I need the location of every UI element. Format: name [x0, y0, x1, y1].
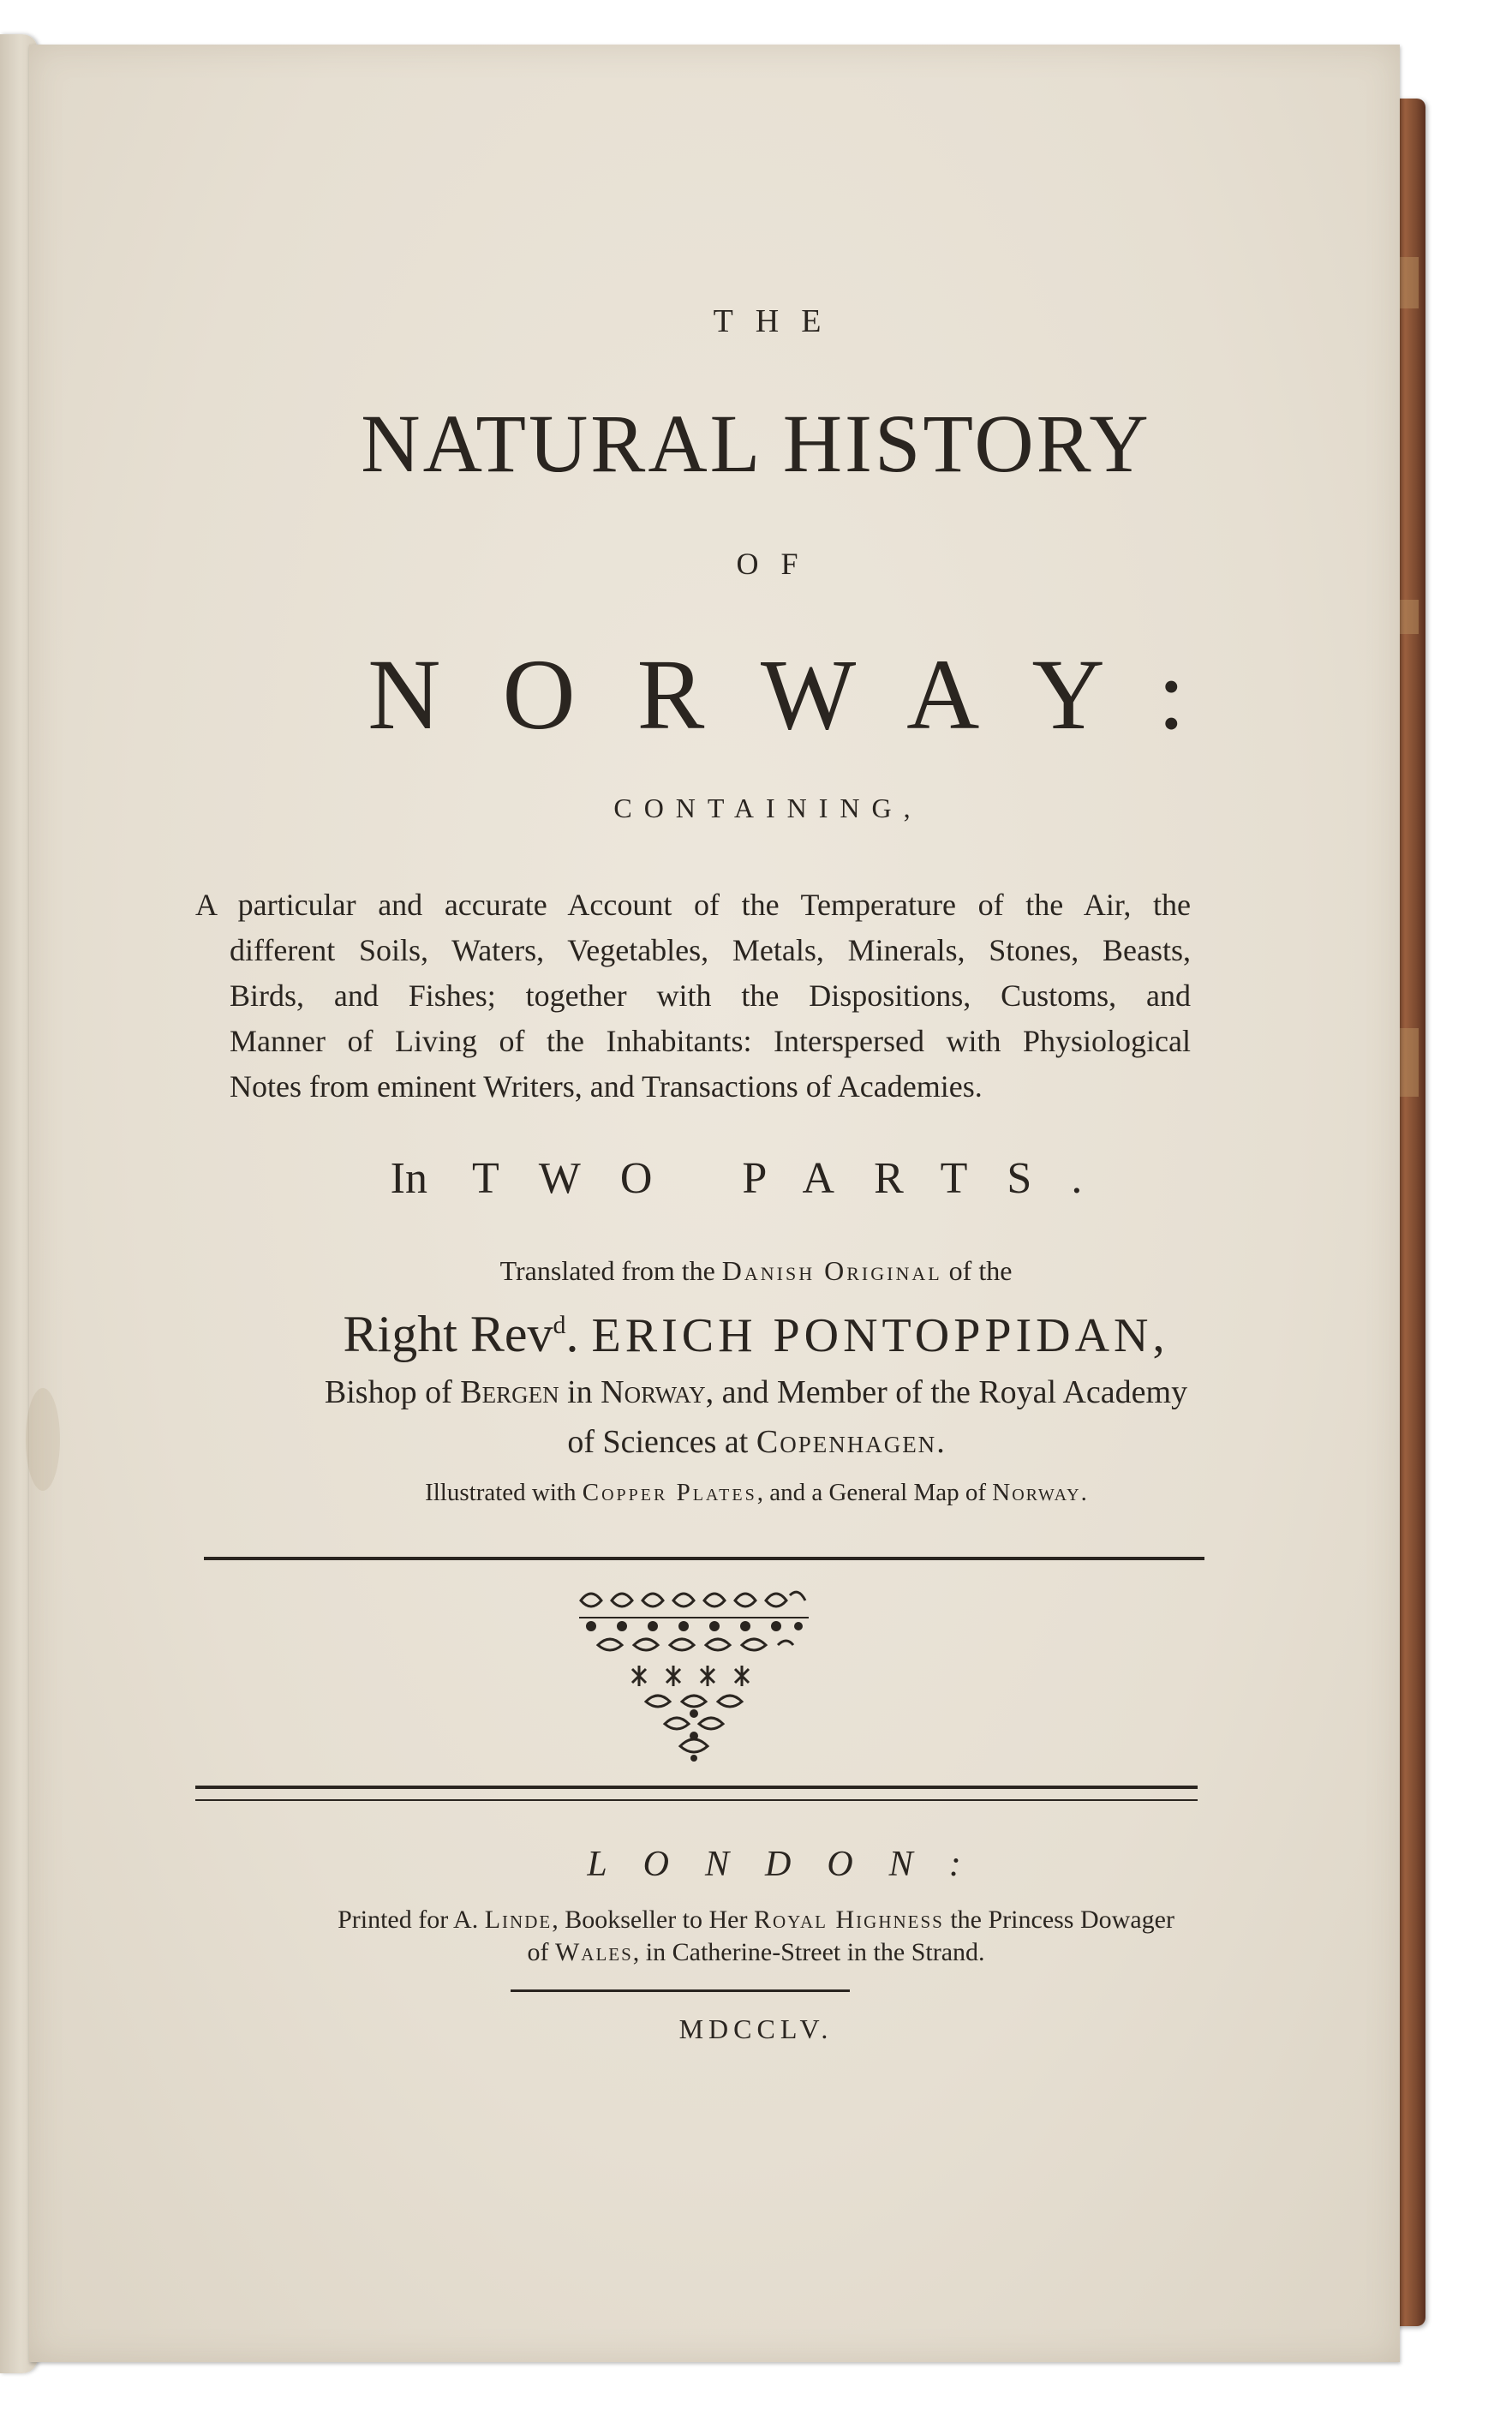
title-of: OF — [736, 547, 821, 581]
rule-imprint — [511, 1989, 850, 1992]
imprint-line2-suffix: , in Catherine-Street in the Strand. — [632, 1938, 985, 1966]
binding-mark — [1400, 600, 1419, 634]
description-line: different Soils, Waters, Vegetables, Metals, Minerals, Stones, Beasts, — [230, 933, 1191, 967]
title-the: THE — [713, 303, 844, 339]
bishop-in: in — [567, 1374, 593, 1410]
translation-suffix: of the — [948, 1255, 1013, 1286]
bishop-suffix: , and Member of the Royal Academy — [705, 1374, 1188, 1410]
parts-in: In — [390, 1154, 427, 1203]
imprint-middle: , Bookseller to Her — [552, 1905, 748, 1934]
imprint-date: MDCCLV. — [678, 2013, 834, 2044]
author-honorific: Right Rev — [343, 1306, 553, 1362]
description-line: A particular and accurate Account of the Temperature of the Air, the — [195, 888, 1191, 922]
illus-plates: Copper Plates — [582, 1479, 757, 1506]
illus-prefix: Illustrated with — [425, 1479, 577, 1506]
illus-middle: , and a General Map of — [756, 1479, 987, 1506]
containing-label: CONTAINING, — [613, 793, 923, 823]
imprint-city: LONDON: — [587, 1845, 997, 1884]
imprint-line2-prefix: of — [527, 1938, 549, 1966]
description-line: Manner of Living of the Inhabitants: Interspersed with Physiological — [230, 1024, 1191, 1058]
sciences-suffix: . — [936, 1424, 945, 1460]
imprint-line-2 — [0, 1940, 1512, 1965]
parts-label: TWO PARTS. — [471, 1154, 1122, 1203]
binding-mark — [1400, 257, 1419, 308]
bishop-city: Bergen — [460, 1374, 559, 1410]
parts-line — [0, 1154, 1512, 1203]
imprint-wales: Wales — [554, 1938, 633, 1966]
author-name: ERICH PONTOPPIDAN, — [591, 1309, 1169, 1362]
fleuron-ornament-icon — [572, 1583, 816, 1763]
author-honorific-dot: . — [565, 1306, 579, 1362]
description-paragraph — [195, 882, 1191, 1110]
bishop-country: Norway — [601, 1374, 706, 1410]
imprint-royal: Royal Highness — [753, 1905, 944, 1934]
sciences-prefix: of Sciences at — [567, 1424, 749, 1460]
imprint-suffix: the Princess Dowager — [950, 1905, 1174, 1934]
bishop-prefix: Bishop of — [324, 1374, 452, 1410]
rule-double-bottom — [195, 1799, 1198, 1801]
author-line — [0, 1308, 1512, 1360]
description-line: Birds, and Fishes; together with the Dispositions, Customs, and — [230, 978, 1191, 1013]
description-line: Notes from eminent Writers, and Transactions of Academies. — [230, 1069, 983, 1104]
illustrations-line — [0, 1481, 1512, 1505]
translation-prefix: Translated from the — [499, 1255, 715, 1286]
author-honorific-sup: d — [553, 1311, 566, 1339]
sciences-city: Copenhagen — [756, 1424, 937, 1460]
main-title: NATURAL HISTORY — [361, 398, 1151, 489]
rule-double-top — [195, 1786, 1198, 1789]
translation-line — [0, 1257, 1512, 1284]
illus-suffix: . — [1080, 1479, 1087, 1506]
binding-mark — [1400, 1028, 1419, 1097]
translation-original: Danish Original — [721, 1255, 942, 1286]
imprint-printer: Linde — [484, 1905, 553, 1934]
illus-country: Norway — [992, 1479, 1081, 1506]
title-country: NORWAY: — [368, 638, 1247, 751]
imprint-line-1 — [0, 1907, 1512, 1933]
bishop-line — [0, 1376, 1512, 1409]
imprint-prefix: Printed for A. — [338, 1905, 479, 1934]
sciences-line — [0, 1426, 1512, 1458]
rule-upper — [204, 1557, 1204, 1560]
